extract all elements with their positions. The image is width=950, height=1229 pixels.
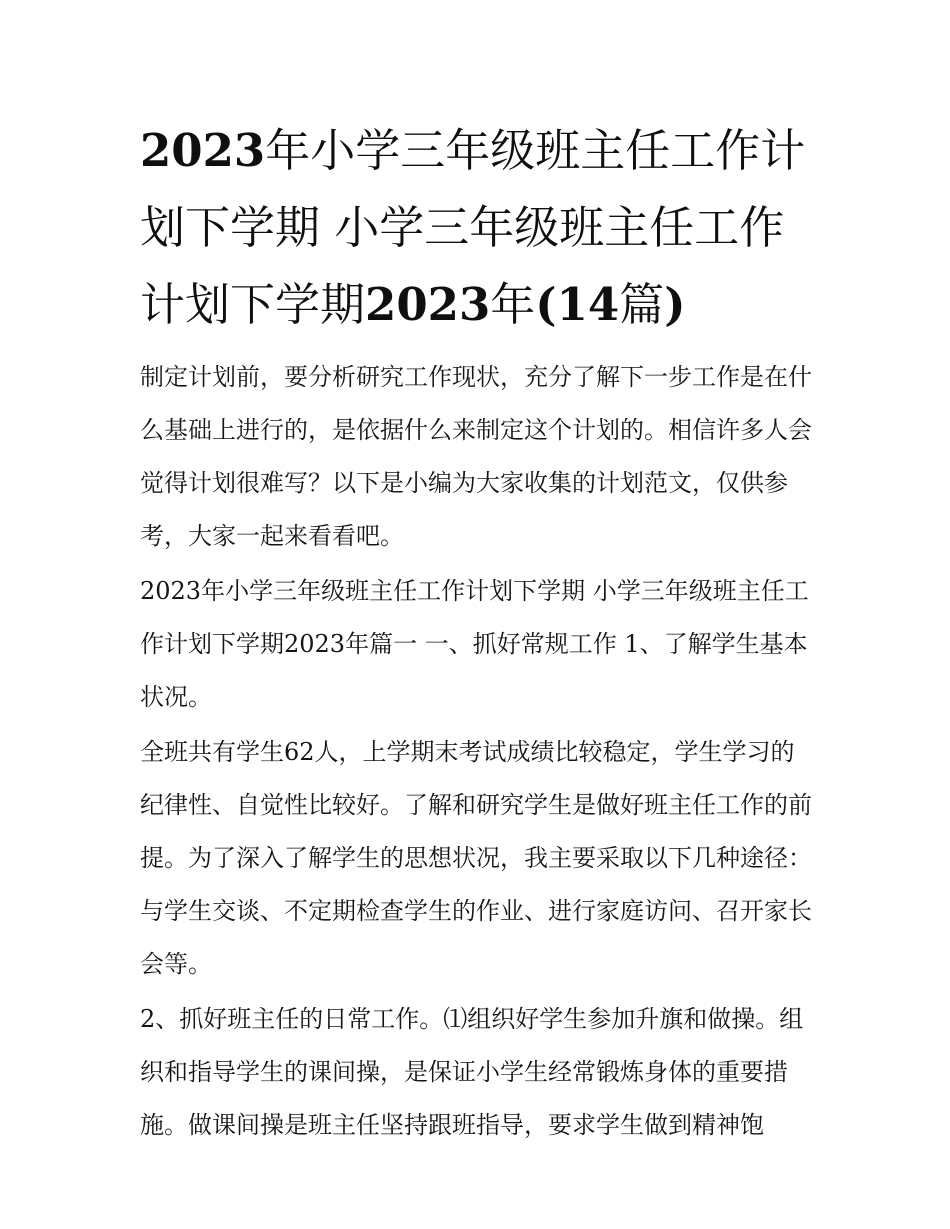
title-part: 篇 [619, 278, 665, 331]
title-part: 年 [490, 278, 536, 331]
title-part: 年小学三年级班主任工作计划下学期 小学三年级班主任工作计划下学期 [140, 124, 806, 331]
title-part: ) [664, 278, 686, 331]
title-part: (14 [535, 278, 620, 331]
document-title [140, 112, 812, 343]
section-heading-paragraph: 2023年小学三年级班主任工作计划下学期 小学三年级班主任工作计划下学期2023年篇一 一、抓好常规工作 1、了解学生基本状况。 [140, 577, 809, 711]
title-part: 2023 [140, 124, 266, 177]
title-part: 2023 [365, 278, 491, 331]
intro-paragraph: 制定计划前，要分析研究工作现状，充分了解下一步工作是在什么基础上进行的，是依据什么来制定这个计划的。相信许多人会觉得计划很难写？以下是小编为大家收集的计划范文，仅供参考，大家一起来看看吧。 [140, 363, 812, 550]
body-paragraph: 2、抓好班主任的日常工作。⑴组织好学生参加升旗和做操。组织和指导学生的课间操，是保证小学生经常锻炼身体的重要措施。做课间操是班主任坚持跟班指导，要求学生做到精神饱 [140, 1005, 804, 1139]
document-content [140, 112, 812, 1154]
body-paragraph: 全班共有学生62人，上学期末考试成绩比较稳定，学生学习的纪律性、自觉性比较好。了解和研究学生是做好班主任工作的前提。为了深入了解学生的思想状况，我主要采取以下几种途径：与学生交谈、不定期检查学生的作业、进行家庭访问、召开家长会等。 [140, 738, 812, 978]
